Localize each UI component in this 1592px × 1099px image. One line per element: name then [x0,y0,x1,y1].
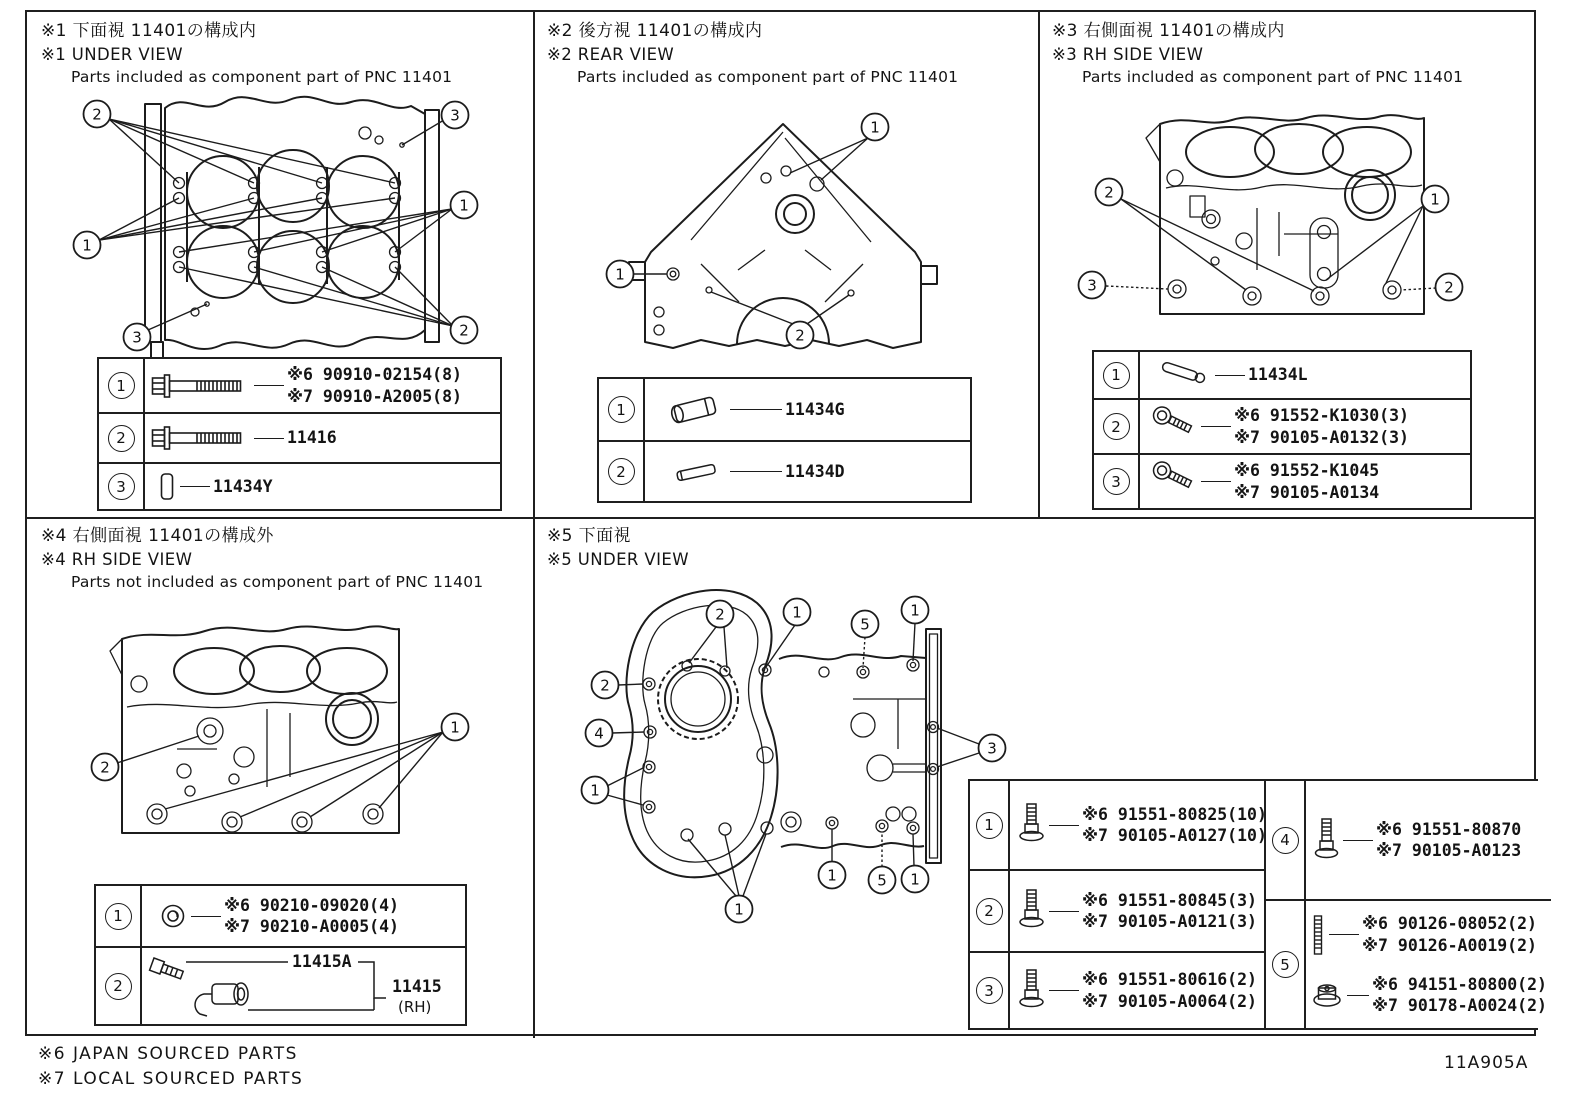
svg-text:1: 1 [1430,190,1440,209]
svg-text:4: 4 [594,724,604,743]
part-number: ※6 91551-80870 [1376,819,1522,839]
callout-p5-3[interactable] [852,611,879,638]
callout-p1-4[interactable] [451,192,478,219]
part-number: 11434G [785,399,845,419]
panel5-title-en: ※5 UNDER VIEW [547,550,689,570]
svg-text:1: 1 [590,781,600,800]
callout-p2-2[interactable] [607,261,634,288]
svg-text:3: 3 [1087,276,1097,295]
row-badge: 2 [976,898,1003,925]
panel1-subtitle: Parts included as component part of PNC 11401 [71,68,453,87]
panel-5-under-view [533,517,1547,1038]
svg-text:1: 1 [450,718,460,737]
callout-p5-9[interactable] [819,862,846,889]
panel3-parts-table [1092,350,1472,510]
svg-text:2: 2 [715,605,725,624]
callout-p5-6[interactable] [586,720,613,747]
flange-bolt-icon [1016,968,1046,1014]
icon-label-connector [191,916,221,917]
panel2-header [547,20,958,88]
row-badge: 2 [108,425,135,452]
panel2-title-jp: ※2 後方視 11401の構成内 [547,21,763,41]
part-row[interactable] [970,869,1264,951]
part-number: ※6 91552-K1030(3) [1234,406,1409,426]
row-badge: 3 [976,977,1003,1004]
icon-label-connector [1201,481,1231,482]
part-entry [1310,913,1547,957]
panel5-title-jp: ※5 下面視 [547,526,631,546]
icon-label-connector [254,385,284,386]
row-badge: 4 [1272,827,1299,854]
part-row[interactable] [96,946,465,1024]
panel-1-under-view [27,12,533,517]
part-row[interactable] [1094,352,1470,398]
svg-text:2: 2 [795,326,805,345]
diagram-frame [25,10,1547,1036]
row-badge: 2 [608,458,635,485]
part-number: ※7 90126-A0019(2) [1362,935,1537,955]
callout-p5-11[interactable] [902,866,929,893]
icon-label-connector [730,409,782,410]
panel4-title-en: ※4 RH SIDE VIEW [41,550,193,570]
sleeve-pin-icon [157,471,177,503]
row-badge: 2 [105,973,132,1000]
icon-label-connector [730,471,782,472]
part-number: ※6 91551-80845(3) [1082,890,1257,910]
part-row[interactable] [1266,781,1551,899]
panel3-title-jp: ※3 右側面視 11401の構成内 [1052,21,1285,41]
panel3-title-en: ※3 RH SIDE VIEW [1052,45,1204,65]
part-side-label: (RH) [398,998,432,1016]
part-number: 11434D [785,461,845,481]
panel4-subtitle: Parts not included as component part of PNC 11401 [71,573,484,592]
svg-text:5: 5 [877,871,887,890]
footer-note-japan-sourced: ※6 JAPAN SOURCED PARTS [38,1044,298,1064]
panel-2-rear-view [533,12,1038,517]
part-number: ※7 90178-A0024(2) [1372,996,1547,1016]
svg-text:1: 1 [734,900,744,919]
callout-p5-2[interactable] [784,599,811,626]
svg-text:5: 5 [860,615,870,634]
row-badge: 2 [1103,413,1130,440]
block-details [1146,124,1422,305]
callout-p5-5[interactable] [592,672,619,699]
svg-text:3: 3 [450,106,460,125]
panel1-title-jp: ※1 下面視 11401の構成内 [41,21,257,41]
panel-4-rh-side-view [27,517,533,1038]
svg-text:2: 2 [1444,278,1454,297]
part-number: 11415A [292,952,352,971]
callout-p2-3[interactable] [787,322,814,349]
flange-bolt-icon [1312,817,1340,863]
part-row[interactable] [599,440,970,501]
row-badge: 5 [1272,951,1299,978]
part-number: ※7 90105-A0123 [1376,841,1522,860]
svg-text:1: 1 [82,236,92,255]
panel1-title-en: ※1 UNDER VIEW [41,45,183,65]
callout-leader-lines [117,732,443,817]
part-number: ※7 90910-A2005(8) [287,386,462,406]
flange-bolt-icon [1016,802,1046,848]
row-badge: 3 [1103,468,1130,495]
icon-label-connector [1215,375,1245,376]
part-row[interactable] [1266,899,1551,1028]
icon-label-connector [180,486,210,487]
callout-p4-2[interactable] [442,714,469,741]
row-badge: 1 [105,903,132,930]
row-badge: 1 [1103,362,1130,389]
svg-text:1: 1 [910,870,920,889]
part-number: ※6 91551-80616(2) [1082,970,1257,990]
part-row[interactable] [970,781,1267,869]
svg-text:2: 2 [600,676,610,695]
panel3-subtitle: Parts included as component part of PNC 11401 [1082,68,1464,87]
timing-cover-gasket-outline [624,590,941,877]
part-number: ※6 94151-80800(2) [1372,974,1547,994]
grommet-washer-icon [158,900,188,932]
icon-label-connector [1343,840,1373,841]
part-number: ※7 90105-A0134 [1234,482,1380,502]
callout-p4-1[interactable] [92,754,119,781]
panel2-subtitle: Parts included as component part of PNC 11401 [577,68,959,87]
footer-note-local-sourced: ※7 LOCAL SOURCED PARTS [38,1069,304,1089]
callout-p1-3[interactable] [74,232,101,259]
part-number: ※6 90910-02154(8) [287,365,462,385]
icon-label-connector [254,438,284,439]
washer-screw-icon [1146,406,1198,448]
callout-p1-2[interactable] [442,102,469,129]
part-number: ※6 91551-80825(10) [1082,804,1267,824]
icon-label-connector [1049,990,1079,991]
part-row[interactable] [96,886,465,946]
part-row[interactable] [1094,453,1470,508]
callout-p1-5[interactable] [124,324,151,351]
dowel-pin-icon [665,390,727,430]
svg-text:1: 1 [459,196,469,215]
panel5-table-right [1266,781,1551,1028]
svg-text:2: 2 [92,105,102,124]
callout-leader-lines [607,623,979,896]
part-row[interactable] [99,412,500,462]
callout-p5-7[interactable] [582,777,609,804]
part-number: 11434Y [213,476,273,496]
block-details [654,132,871,335]
part-entry [1310,974,1547,1017]
flange-bolt-icon [1016,888,1046,934]
panel4-title-jp: ※4 右側面視 11401の構成外 [41,526,274,546]
part-row[interactable] [970,951,1264,1028]
straight-pin-icon [665,456,727,488]
icon-label-connector [1201,426,1231,427]
part-row[interactable] [99,462,500,509]
part-number: ※6 91552-K1045 [1234,461,1380,481]
part-row[interactable] [99,359,500,412]
flange-nut-icon [1310,980,1344,1010]
part-number: ※7 90210-A0005(4) [224,917,399,936]
icon-label-connector [1049,911,1079,912]
part-number: ※6 90210-09020(4) [224,895,399,915]
svg-text:2: 2 [100,758,110,777]
part-row[interactable] [1094,398,1470,453]
stud-bolt-icon [1310,913,1326,957]
part-number: ※7 90105-A0127(10) [1082,826,1267,845]
part-row[interactable] [599,379,970,440]
callout-p1-6[interactable] [451,317,478,344]
svg-text:1: 1 [615,265,625,284]
icon-label-connector [1347,995,1369,996]
figure-code: 11A905A [1444,1053,1529,1073]
panel2-title-en: ※2 REAR VIEW [547,45,675,65]
svg-text:3: 3 [132,328,142,347]
long-bolt-icon [151,424,251,452]
callout-p3-2[interactable] [1422,186,1449,213]
part-number: 11434L [1248,365,1308,385]
part-number: ※6 90126-08052(2) [1362,914,1537,934]
panel-3-rh-side-view [1038,12,1538,517]
callout-p5-1[interactable] [707,601,734,628]
panel5-table-left [970,781,1266,1028]
panel4-header [41,525,483,593]
panel5-header [547,525,689,571]
callout-p5-4[interactable] [902,597,929,624]
part-number: 11415 [392,977,442,996]
callout-leader-lines [633,138,868,324]
panel2-parts-table [597,377,972,503]
svg-text:1: 1 [792,603,802,622]
icon-label-connector [1049,825,1079,826]
svg-text:3: 3 [987,739,997,758]
dowel-pin-icon [1154,359,1212,391]
panel1-parts-table [97,357,502,511]
long-bolt-icon [151,372,251,400]
callout-p5-10[interactable] [869,867,896,894]
icon-label-connector [1329,934,1359,935]
callout-p5-8[interactable] [979,735,1006,762]
part-number: ※7 90105-A0064(2) [1082,991,1257,1011]
engine-block-outline [122,626,399,833]
block-details [643,659,939,841]
panel1-header [41,20,452,88]
part-number: 11416 [287,428,337,448]
svg-text:1: 1 [910,601,920,620]
callout-p3-3[interactable] [1079,272,1106,299]
panel4-parts-table [94,884,467,1026]
row-badge: 1 [976,812,1003,839]
part-number: ※7 90105-A0121(3) [1082,912,1257,931]
panel3-header [1052,20,1463,88]
panel5-parts-table [968,779,1547,1030]
svg-text:1: 1 [827,866,837,885]
engine-block-outline [629,124,937,348]
callout-p5-12[interactable] [726,896,753,923]
callout-p1-1[interactable] [84,101,111,128]
row-badge: 1 [608,396,635,423]
svg-text:1: 1 [870,118,880,137]
washer-screw-icon [1146,461,1198,503]
row-badge: 1 [108,372,135,399]
part-number: ※7 90105-A0132(3) [1234,427,1409,447]
callout-p3-4[interactable] [1436,274,1463,301]
row-badge: 3 [108,473,135,500]
svg-text:2: 2 [459,321,469,340]
callout-p3-1[interactable] [1096,179,1123,206]
svg-text:2: 2 [1104,183,1114,202]
callout-p2-1[interactable] [862,114,889,141]
